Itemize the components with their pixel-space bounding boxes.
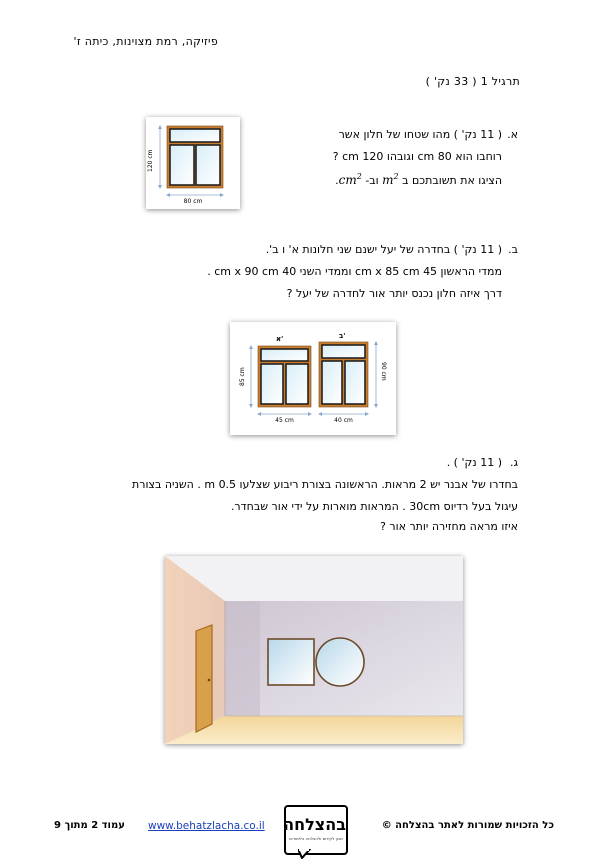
question-c-line2: בחדרו של אבנר יש 2 מראות. הראשונה בצורת ריבוע שצלעו 0.5 m . השניה בצורת	[132, 478, 518, 491]
height-label-1: 85 cm	[239, 367, 246, 386]
window-figure-b	[230, 322, 396, 435]
website-link[interactable]: www.behatzlacha.co.il	[148, 820, 265, 832]
question-b-line2: ממדי הראשון 45 cm x 85 cm וממדי השני 40 cm x 90 cm .	[207, 265, 502, 278]
unit-m: $m^2$	[382, 172, 399, 187]
width-label-2: 40 cm	[334, 417, 353, 424]
behatzlacha-logo	[284, 805, 348, 855]
page-number: עמוד 2 מתוך 9	[54, 820, 125, 831]
question-b-letter: ב.	[508, 243, 518, 256]
question-b-line1: ( 11 נק' ) בחדרה של יעל ישנם שני חלונות א' ו ב'.	[265, 243, 502, 256]
logo-text: בהצלחה	[283, 815, 346, 834]
width-label-1: 45 cm	[275, 417, 294, 424]
question-a-line3: הציגו את תשובתכם ב $m^2$ וב- $cm^2$.	[335, 172, 502, 187]
question-c-line3: עיגול בעל רדיוס 30cm . המראות מוארות על ידי אור שבחדר.	[230, 500, 518, 513]
window-figure-a	[146, 117, 240, 209]
height-label-a: 120 cm	[147, 149, 154, 172]
width-label-a: 80 cm	[183, 198, 203, 205]
exercise-title: תרגיל 1 ( 33 נק' )	[425, 75, 520, 88]
question-a-line3-prefix: הציגו את תשובתכם ב	[402, 174, 502, 187]
room-illustration	[165, 556, 463, 744]
document-header: פיזיקה, רמת מצוינות, כיתה ז'	[73, 35, 218, 48]
question-a-letter: א.	[507, 128, 518, 141]
question-a-and: וב-	[365, 174, 379, 187]
question-c-letter: ג.	[509, 456, 518, 469]
question-a-line2: רוחבו הוא 80 cm וגובהו 120 cm ?	[332, 150, 502, 163]
question-c-line4: איזו מראה מחזירה יותר אור ?	[380, 520, 518, 533]
window-label-bet: ב'	[339, 332, 346, 340]
question-c-line1: ( 11 נק' ) .	[446, 456, 502, 469]
unit-cm: $cm^2$	[338, 172, 362, 187]
logo-subtitle: מכון לקידום ולהצלחה בלימודים	[289, 836, 343, 841]
height-label-2: 90 cm	[380, 362, 387, 381]
logo-speech-tail	[298, 849, 312, 859]
question-a-line1: ( 11 נק' ) מהו שטחו של חלון אשר	[338, 128, 502, 141]
footer-rights: כל הזכויות שמורות לאתר בהצלחה ©	[381, 820, 554, 831]
window-label-alef: א'	[276, 335, 284, 343]
question-b-line3: דרך איזה חלון נכנס יותר אור לחדרה של יעל ?	[286, 287, 502, 300]
